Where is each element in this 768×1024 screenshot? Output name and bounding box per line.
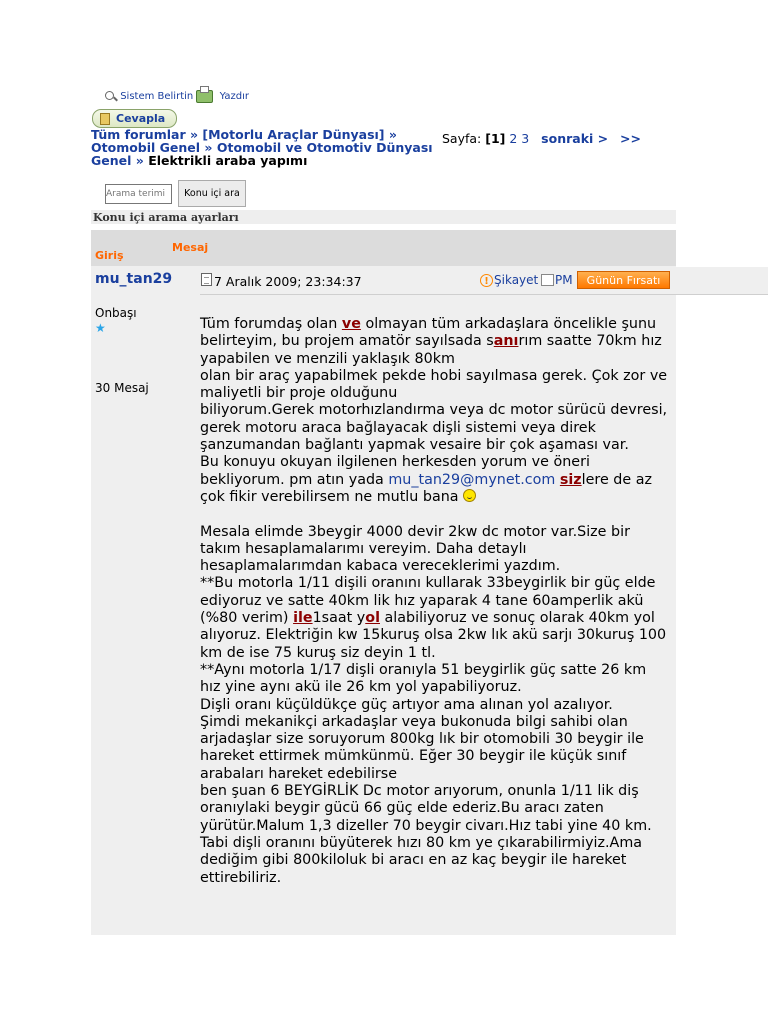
author-column-header: Giriş <box>95 249 124 262</box>
pm-link[interactable] <box>541 273 573 287</box>
next-page-link[interactable]: sonraki > <box>541 131 609 146</box>
body-text: 1saat y <box>312 610 366 627</box>
breadcrumb-current: Elektrikli araba yapımı <box>148 153 308 168</box>
author-message-count: 30 Mesaj <box>95 381 149 395</box>
body-text: Mesala elimde 3beygir 4000 devir 2kw dc motor var.Size bir takım hesaplamalarımı vereyim. Daha detaylı hesaplamalarımdan kabaca vereceklerimi yazdım. **Bu motorla 1/11 dişili oranını kullarak 33beygirlik bir güç elde ediyoruz ve satte 40km lik hız yaparak 4 tane 60amperlik akü (%80 verim) <box>200 523 656 627</box>
post-icon <box>201 273 212 286</box>
deal-of-the-day-button[interactable]: Günün Fırsatı <box>577 271 670 289</box>
reply-label: Cevapla <box>116 112 166 125</box>
current-page: [1] <box>485 131 506 146</box>
pm-label: PM <box>555 273 573 287</box>
top-links <box>104 90 249 103</box>
body-text: lere de az çok fikir verebilirsem ne mutlu bana <box>200 471 657 505</box>
complain-link[interactable] <box>480 273 538 287</box>
magnifier-icon <box>104 90 117 103</box>
email-link[interactable]: mu_tan29@mynet.com <box>388 471 556 488</box>
post-body <box>200 316 670 887</box>
page-3-link[interactable]: 3 <box>521 131 530 146</box>
body-text: olmayan tüm arkadaşlara öncelikle şunu belirteyim, bu projem amatör sayılsada s <box>200 316 661 350</box>
smiley-icon <box>463 489 476 502</box>
printer-icon[interactable] <box>196 90 213 103</box>
breadcrumb-car-world[interactable]: Otomobil ve Otomotiv Dünyası Genel <box>91 140 433 168</box>
warning-icon: ! <box>480 274 493 287</box>
body-text: rım saatte 70km hız yapabilen ve menzili yaklaşık 80km olan bir araç yapabilmek pekde hobi sayılmasa gerek. Çok zor ve maliyetli bir proje olduğunu biliyorum.Gerek motorhızlandırma veya dc motor sürücü devresi, gerek motoru araca bağlayacak dişli sistemi veya direk şanzumandan bağlantı yapmak vesaire bir çok aşaması var. Bu konuyu okuyan ilgilenen herkesden yorum ve öneri bekliyorum. pm atın yada <box>200 333 668 488</box>
print-link[interactable]: Yazdır <box>219 91 249 102</box>
reply-button[interactable] <box>92 109 177 128</box>
message-column-header: Mesaj <box>172 241 209 254</box>
keyword-link[interactable]: siz <box>559 471 582 488</box>
page-label: Sayfa: <box>442 131 482 146</box>
complain-label: Şikayet <box>494 273 539 287</box>
body-text: alabiliyoruz ve sonuç olarak 40km yol alıyoruz. Elektriğin kw 15kuruş olsa 2kw lık akü sarjı 30kuruş 100 km de ise 75 kuruş siz deyin 1 tl. **Aynı motorla 1/17 dişli oranıyla 51 beygirlik güç satte 26 km hız yine aynı akü ile 26 km yol yapabiliyoruz. Dişli oranı küçüldükçe güç artıyor ama alınan yol azalıyor. Şimdi mekanikçi arkadaşlar veya bukonuda bilgi sahibi olan arjadaşlar size soruyorum 800kg lık bir otomobili 30 beygir ile hareket ettirmek mümkünmü. Eğer 30 beygir ile küçük sınıf arabaları hareket edebilirse ben şuan 6 BEYGİRLİK Dc motor arıyorum, onunla 1/11 lik diş oranıylaki beygir gücü 66 güç elde ederiz.Bu aracı zaten yürütür.Malum 1,3 dizeller 70 beygir civarı.Hız tabi yine 40 km. Tabi dişli oranını büyüterek hızı 80 km ye çıkarabilirmiyiz.Ama dediğim gibi 800kiloluk bi aracı en az kaç beygir ile hareket ettirebiliriz. <box>200 610 667 886</box>
keyword-link[interactable]: anı <box>493 333 519 350</box>
post-text <box>200 316 670 887</box>
body-text: Tüm forumdaş olan <box>200 316 342 332</box>
keyword-link[interactable]: ol <box>365 610 380 627</box>
breadcrumb-car-general[interactable]: Otomobil Genel <box>91 140 201 155</box>
breadcrumb-separator: » <box>384 127 397 142</box>
show-system-link[interactable]: Sistem Belirtin <box>120 91 194 102</box>
pagination <box>442 131 641 146</box>
breadcrumb-all-forums[interactable]: Tüm forumlar <box>91 127 186 142</box>
breadcrumb-separator: » <box>185 127 203 142</box>
author-rank: Onbaşı <box>95 306 137 320</box>
breadcrumb <box>91 128 436 167</box>
document-icon <box>100 113 110 125</box>
search-settings-label[interactable]: Konu içi arama ayarları <box>93 211 239 224</box>
thread-search-button[interactable]: Konu içi ara <box>178 180 246 207</box>
thread-search-input[interactable] <box>105 184 172 204</box>
breadcrumb-separator: » <box>200 140 217 155</box>
last-page-link[interactable]: >> <box>620 131 641 146</box>
author-username[interactable]: mu_tan29 <box>95 271 173 287</box>
keyword-link[interactable]: ile <box>293 610 313 627</box>
private-message-icon <box>541 274 554 286</box>
post-date: 7 Aralık 2009; 23:34:37 <box>214 274 362 289</box>
breadcrumb-motor-vehicles[interactable]: [Motorlu Araçlar Dünyası] <box>202 127 385 142</box>
page-2-link[interactable]: 2 <box>509 131 518 146</box>
rank-star-icon: ★ <box>95 321 106 335</box>
breadcrumb-separator: » <box>131 153 149 168</box>
keyword-link[interactable]: ve <box>341 316 361 332</box>
